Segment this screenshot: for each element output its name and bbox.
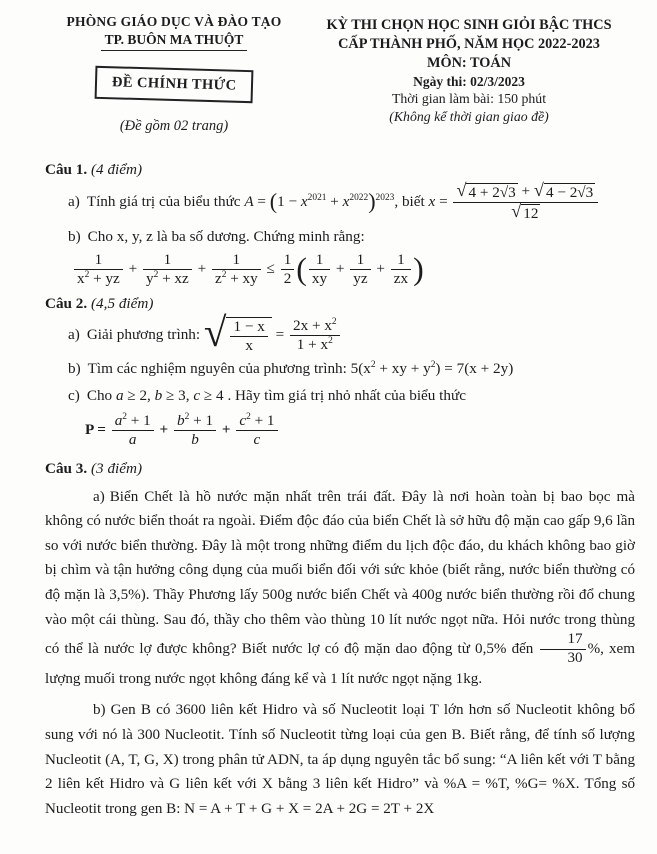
question-1: [45, 161, 635, 287]
question-1a: [45, 180, 635, 223]
department-name: PHÒNG GIÁO DỤC VÀ ĐÀO TẠO: [66, 14, 282, 29]
item-2a-text-formula: Giải phương trình: √ $\frac{1 - x}{x}$ = $\frac{2x + x^2}{1 + x^2}$: [87, 326, 342, 343]
question-3: [45, 460, 635, 822]
city-name: TP. BUÔN MA THUỘT: [101, 32, 248, 51]
official-exam-stamp: ĐỀ CHÍNH THỨC: [94, 66, 253, 103]
item-1a-label: a): [68, 193, 80, 211]
item-2b-label: b): [68, 360, 81, 378]
question-2b: [45, 358, 635, 381]
question-1-points: (4 điểm): [91, 161, 143, 178]
item-3b-text: Gen B có 3600 liên kết Hidro và số Nucleotit loại T lớn hơn số Nucleotit không bổ sung với nó là 300 Nucleotit. Tính số Nucleotit từng loại của gen B. Biết rằng, để tính số lượng Nucleotit (A, T, G, X) trong phân tử ADN, ta áp dụng nguyên tắc bổ sung: “A liên kết với T bằng 2 liên kết Hidro và G liên kết với X bằng 3 liên kết Hidro” và %A = %T, %G= %X. Tổng số Nucleotit trong gen B: N = A + T + G + X = 2A + 2G = 2T + 2X: [45, 702, 635, 817]
question-3-label: Câu 3.: [45, 459, 88, 477]
question-1-label: Câu 1.: [45, 161, 88, 178]
question-1b: [45, 226, 635, 249]
question-3a-paragraph: [45, 485, 635, 692]
item-2a-label: a): [68, 326, 80, 344]
page-count-note: (Đề gồm 02 trang): [119, 118, 229, 134]
city-name-wrap: [45, 31, 303, 51]
exam-title-line1: KỲ THI CHỌN HỌC SINH GIỎI BẬC THCS: [326, 17, 612, 33]
duration-line: Thời gian làm bài: 150 phút: [391, 90, 547, 106]
item-2c-text: Cho a ≥ 2, b ≥ 3, c ≥ 4 . Hãy tìm giá trị nhỏ nhất của biểu thức: [86, 386, 466, 404]
item-1b-text: Cho x, y, z là ba số dương. Chứng minh rằng:: [87, 228, 365, 246]
subject-line: MÔN: TOÁN: [426, 54, 512, 71]
question-2a: [45, 309, 635, 356]
item-2b-text-formula: Tìm các nghiệm nguyên của phương trình: $5(x^2$ + xy + $y^2) = 7(x + 2y)$: [87, 360, 514, 378]
question-3-points: (3 điểm): [91, 459, 143, 477]
duration-note: (Không kể thời gian giao đề): [389, 108, 549, 124]
question-3b-paragraph: [45, 698, 635, 821]
question-2: [45, 295, 635, 447]
item-3b-label: b): [93, 702, 106, 719]
issuing-authority-block: [45, 14, 303, 135]
question-1-heading: [45, 161, 635, 179]
item-3a-text: Biển Chết là hồ nước mặn nhất trên trái đất. Đây là nơi hoàn toàn bị bao bọc mà không có nước biển thoát ra ngoài. Điểm độc đáo của biển Chết là sở hữu độ mặn cao gấp 9,6 lần so với nước biển thường. Đây là một trong những điểm du lịch độc đáo, du khách không bao giờ bị chìm và tận hưởng công dụng của muối biển đối với sức khỏe (biết rằng, nước biển thường có độ mặn là 3,5%). Thầy Phương lấy 500g nước biển Chết và 400g nước biển thường rồi đổ chung vào một cái thùng. Sau đó, thầy cho thêm vào thùng 10 lít nước ngọt nữa. Hỏi nước trong thùng có thể là nước lợ được không? Biết nước lợ có độ mặn dao động từ 0,5% đến $\frac{17}{30}$ %, xem lượng muối trong nước ngọt không đáng kể và 1 lít nước ngọt nặng 1kg.: [45, 488, 635, 687]
formula-1b-inequality: $\frac{1}{x^2 + yz}$ + $\frac{1}{y^2 + xz}$ + $\frac{1}{z^2 + xy}$ ≤ $\frac{1}{2}$ ( $\frac{1}{xy}$ + $\frac{1}{yz}$ + $\frac{1}{zx}$ ): [72, 252, 635, 287]
exam-title-line2: CẤP THÀNH PHỐ, NĂM HỌC 2022-2023: [338, 35, 600, 52]
item-3a-label: a): [93, 488, 105, 505]
question-3-heading: [45, 460, 635, 478]
header: [45, 14, 635, 135]
question-2-label: Câu 2.: [45, 295, 88, 313]
item-2c-label: c): [68, 386, 80, 404]
question-2c: [45, 385, 635, 408]
question-2-points: (4,5 điểm): [91, 295, 154, 313]
official-box-wrap: [45, 51, 303, 101]
exam-date-line: Ngày thi: 02/3/2023: [413, 73, 525, 89]
exam-info-block: [303, 14, 635, 126]
item-1b-label: b): [68, 228, 81, 246]
question-2-heading: [45, 295, 635, 313]
item-1a-text-formula: Tính giá trị của biểu thức $A = (1 - x^{2021} + x^{2022})^{2023}$, biết x = √ 4 + 2√3 + √ 4 − 2√3 √ 12: [87, 193, 600, 210]
formula-2c-expression: P = $\frac{a^2 + 1}{a}$ + $\frac{b^2 + 1}{b}$ + $\frac{c^2 + 1}{c}$: [85, 413, 635, 448]
